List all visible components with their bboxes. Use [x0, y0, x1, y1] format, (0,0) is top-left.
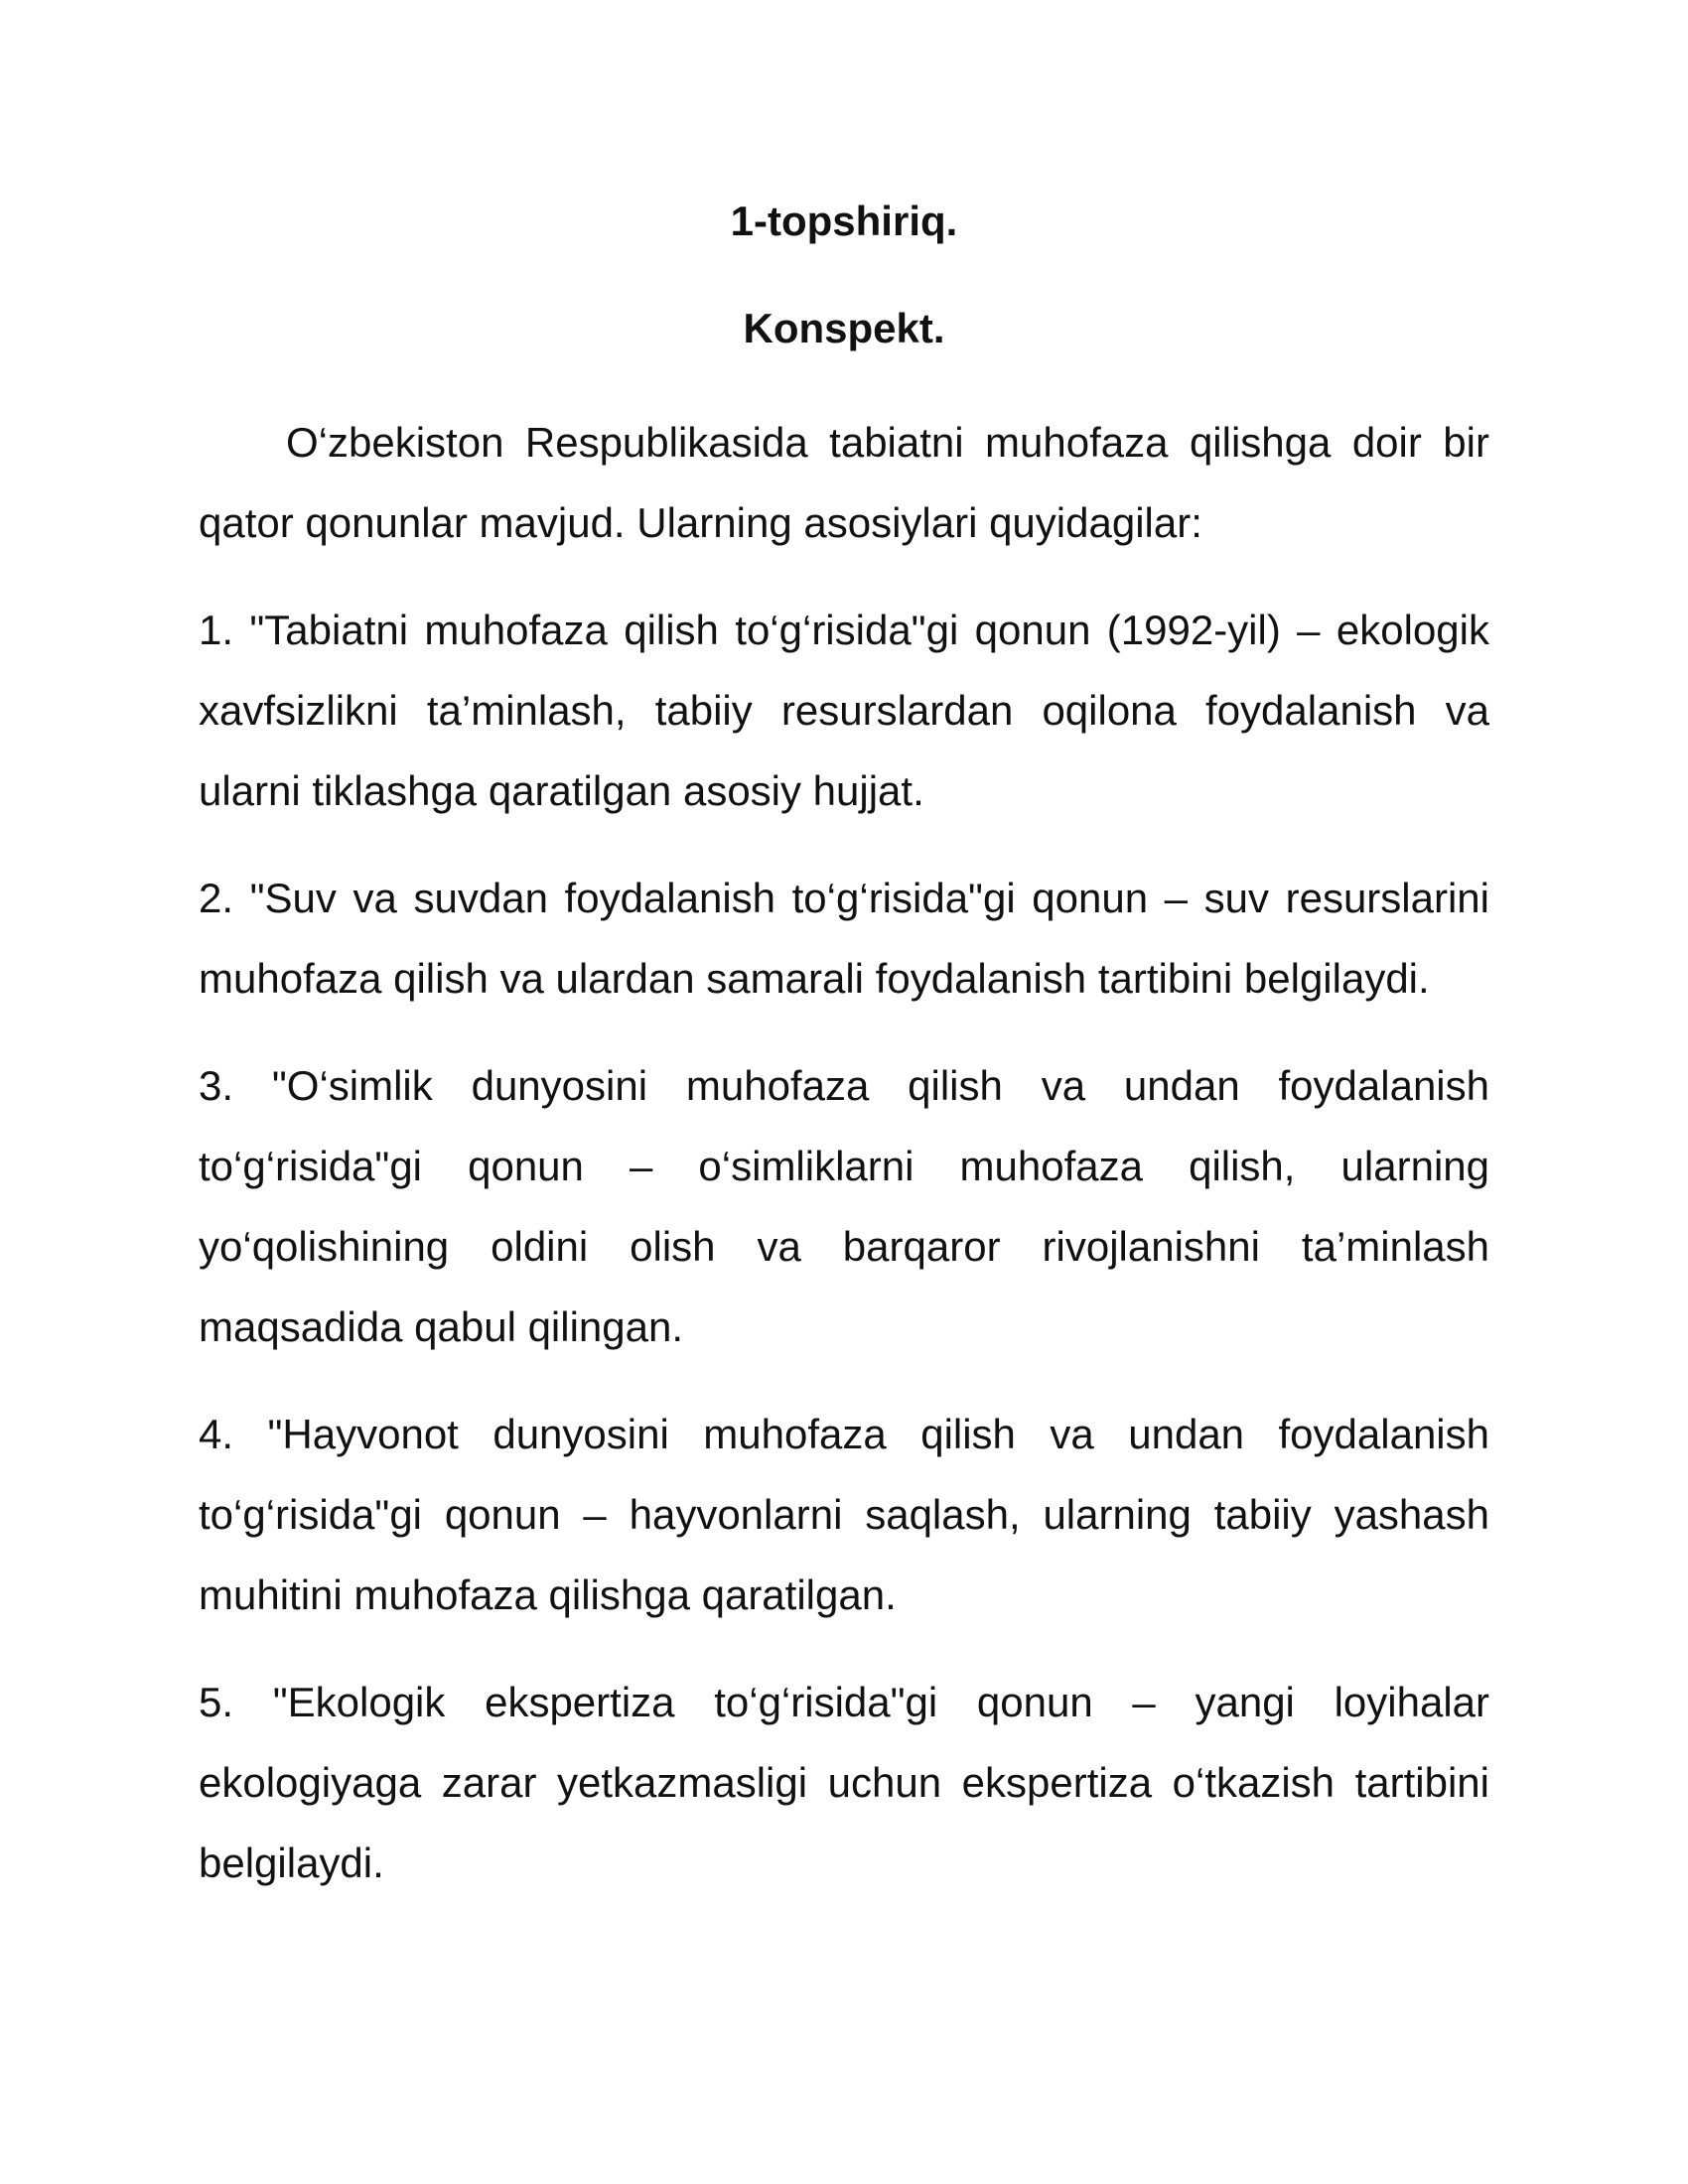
law-item-5: 5. "Ekologik ekspertiza to‘g‘risida"gi qonun – yangi loyihalar ekologiyaga zarar yetkazmasligi uchun ekspertiza o‘tkazish tartibini belgilaydi. [199, 1679, 1489, 1886]
document-page [199, 194, 1489, 1930]
law-item-2: 2. "Suv va suvdan foydalanish to‘g‘risida"gi qonun – suv resurslarini muhofaza qilish va ulardan samarali foydalanish tartibini belgilaydi. [199, 875, 1489, 1002]
document-title: 1-topshiriq. [730, 198, 958, 244]
law-item-3: 3. "O‘simlik dunyosini muhofaza qilish va undan foydalanish to‘g‘risida"gi qonun – o‘simliklarni muhofaza qilish, ularning yo‘qolishining oldini olish va barqaror rivojlanishni ta’minlash maqsadida qabul qilingan. [199, 1062, 1489, 1350]
intro-paragraph: O‘zbekiston Respublikasida tabiatni muhofaza qilishga doir bir qator qonunlar mavjud. Ularning asosiylari quyidagilar: [199, 419, 1489, 546]
document-subtitle: Konspekt. [743, 305, 945, 351]
law-item-4: 4. "Hayvonot dunyosini muhofaza qilish va undan foydalanish to‘g‘risida"gi qonun – hayvonlarni saqlash, ularning tabiiy yashash muhitini muhofaza qilishga qaratilgan. [199, 1411, 1489, 1618]
law-item-1: 1. "Tabiatni muhofaza qilish to‘g‘risida"gi qonun (1992-yil) – ekologik xavfsizlikni ta’minlash, tabiiy resurslardan oqilona foydalanish va ularni tiklashga qaratilgan asosiy hujjat. [199, 607, 1489, 814]
